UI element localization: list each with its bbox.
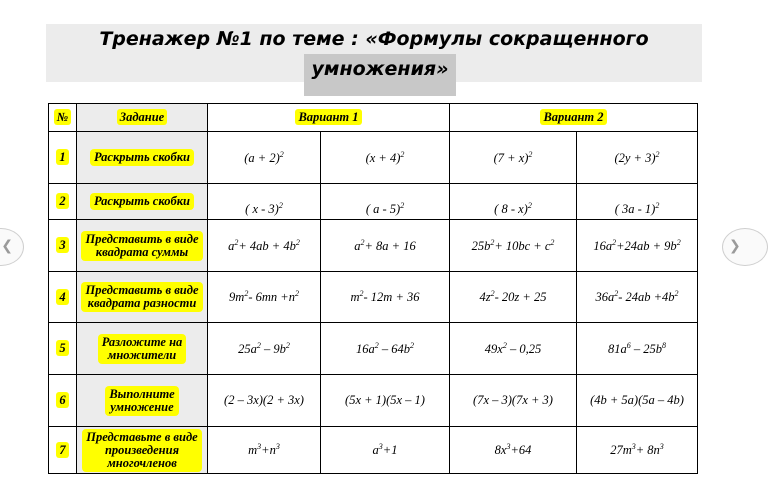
task-label: Представить в виде квадрата разности (77, 272, 208, 323)
expression-cell: $16a^2+24ab + 9b^2$ (577, 220, 698, 272)
table-row (49, 323, 698, 375)
expression-cell: $a^2+ 4ab + 4b^2$ (208, 220, 321, 272)
task-label: Разложите на множители (77, 323, 208, 375)
row-number: 7 (49, 427, 77, 474)
expression-cell: (4b + 5a)(5a – 4b) (577, 375, 698, 427)
page-title-line1: Тренажер №1 по теме : «Формулы сокращенного (99, 28, 649, 50)
chevron-left-icon: ❮ (1, 238, 13, 254)
expression-cell: $27m^3+ 8n^3$ (577, 427, 698, 474)
expression-cell: ( 3a - 1)$^2$ (577, 184, 698, 220)
page-title-line2: умножения» (311, 58, 449, 80)
expression-cell: (7x – 3)(7x + 3) (450, 375, 577, 427)
table-row (49, 220, 698, 272)
previous-page-button[interactable] (0, 228, 24, 266)
expression-cell: $(a + 2)^2$ (208, 132, 321, 184)
header-task: Задание (77, 104, 208, 132)
task-label: Представить в виде квадрата суммы (77, 220, 208, 272)
table-row (49, 184, 698, 220)
expression-cell: ( a - 5)$^2$ (321, 184, 450, 220)
expression-cell: $m^2-$ 12m + 36 (321, 272, 450, 323)
expression-cell: (2 – 3x)(2 + 3x) (208, 375, 321, 427)
table-row (49, 375, 698, 427)
table-row (49, 272, 698, 323)
table-row (49, 427, 698, 474)
header-variant-1: Вариант 1 (208, 104, 450, 132)
expression-cell: (5x + 1)(5x – 1) (321, 375, 450, 427)
row-number: 4 (49, 272, 77, 323)
table-row (49, 132, 698, 184)
task-label: Выполните умножение (77, 375, 208, 427)
task-label: Раскрыть скобки (77, 184, 208, 220)
header-num: № (49, 104, 77, 132)
expression-cell: $(7 + x)^2$ (450, 132, 577, 184)
row-number: 5 (49, 323, 77, 375)
expression-cell: $8x^3+64$ (450, 427, 577, 474)
table-header-row (49, 104, 698, 132)
expression-cell: $36a^2-$ $24ab +4b^2$ (577, 272, 698, 323)
expression-cell: $a^3+1$ (321, 427, 450, 474)
expression-cell: $4z^2-$ 20z + 25 (450, 272, 577, 323)
task-label: Раскрыть скобки (77, 132, 208, 184)
next-page-button[interactable] (722, 228, 768, 266)
expression-cell: $(x + 4)^2$ (321, 132, 450, 184)
row-number: 1 (49, 132, 77, 184)
expression-cell: $m^3+n^3$ (208, 427, 321, 474)
expression-cell: $81a^6 - 25b^8$ (577, 323, 698, 375)
row-number: 2 (49, 184, 77, 220)
expression-cell: $49x^2 - 0,25$ (450, 323, 577, 375)
exercise-table (48, 103, 698, 474)
row-number: 6 (49, 375, 77, 427)
header-variant-2: Вариант 2 (450, 104, 698, 132)
expression-cell: $(2y + 3)^2$ (577, 132, 698, 184)
expression-cell: ( x - 3)$^2$ (208, 184, 321, 220)
row-number: 3 (49, 220, 77, 272)
expression-cell: $16a^2 - 64b^2$ (321, 323, 450, 375)
expression-cell: $25a^2 - 9b^2$ (208, 323, 321, 375)
expression-cell: $a^2+ 8a + 16$ (321, 220, 450, 272)
task-label: Представьте в виде произведения многочленов (77, 427, 208, 474)
expression-cell: ( 8 - x)$^2$ (450, 184, 577, 220)
chevron-right-icon: ❯ (729, 238, 741, 254)
expression-cell: $25b^2+ 10bc + c^2$ (450, 220, 577, 272)
expression-cell: $9m^2-$ $6mn +n^2$ (208, 272, 321, 323)
